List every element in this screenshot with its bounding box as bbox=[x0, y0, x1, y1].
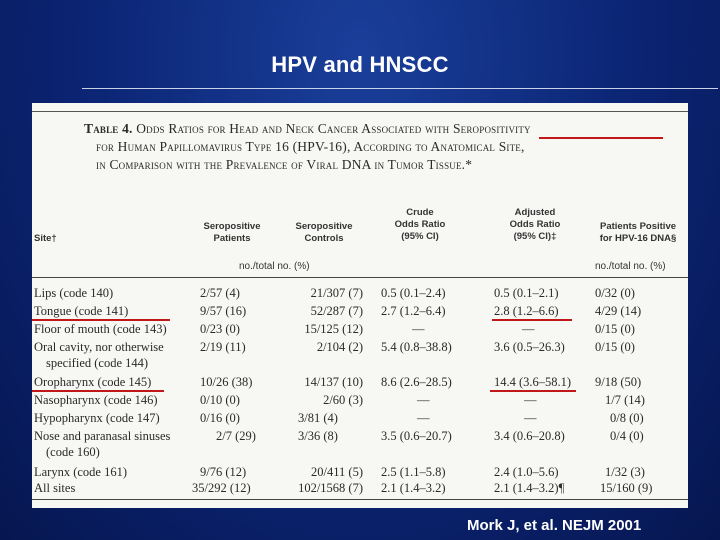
table-bottom-rule bbox=[32, 499, 688, 500]
table-row: Nose and paranasal sinuses (code 160) 2/7 (29) 3/36 (8) 3.5 (0.6–20.7) 3.4 (0.6–20.8) 0/4 (0) bbox=[34, 429, 644, 459]
header-crude-odds-ratio: Crude Odds Ratio (95% CI) bbox=[394, 207, 446, 242]
table-top-rule bbox=[32, 111, 688, 112]
header-adjusted-odds-ratio: Adjusted Odds Ratio (95% CI)‡ bbox=[509, 207, 561, 242]
table-scan bbox=[32, 103, 688, 508]
title-divider bbox=[82, 88, 718, 89]
units-dna: no./total no. (%) bbox=[595, 261, 666, 272]
caption-line-1: Odds Ratios for Head and Neck Cancer Associated with Seropositivity bbox=[136, 121, 531, 136]
table-row: Floor of mouth (code 143) 0/23 (0) 15/125 (12) — — 0/15 (0) bbox=[34, 322, 635, 336]
table-row: Larynx (code 161) 9/76 (12) 20/411 (5) 2.5 (1.1–5.8) 2.4 (1.0–5.6) 1/32 (3) bbox=[34, 465, 645, 479]
header-site: Site† bbox=[34, 233, 57, 244]
header-seropositive-controls: Seropositive Controls bbox=[295, 221, 353, 244]
table-row: All sites 35/292 (12) 102/1568 (7) 2.1 (1.4–3.2) 2.1 (1.4–3.2)¶ 15/160 (9) bbox=[34, 481, 653, 495]
caption-line-3: in Comparison with the Prevalence of Viral DNA in Tumor Tissue.* bbox=[96, 157, 473, 172]
header-seropositive-patients: Seropositive Patients bbox=[203, 221, 261, 244]
slide-title: HPV and HNSCC bbox=[271, 52, 449, 77]
seropositivity-underline bbox=[539, 137, 663, 139]
table-row: Oropharynx (code 145) 10/26 (38) 14/137 (10) 8.6 (2.6–28.5) 14.4 (3.6–58.1) 9/18 (50) bbox=[34, 375, 642, 389]
table-row: Nasopharynx (code 146) 0/10 (0) 2/60 (3) — — 1/7 (14) bbox=[34, 393, 645, 407]
caption-line-2: for Human Papillomavirus Type 16 (HPV-16), According to Anatomical Site, bbox=[96, 139, 525, 154]
units-serology: no./total no. (%) bbox=[239, 261, 310, 272]
table-label: Table 4. bbox=[84, 121, 133, 136]
citation: Mork J, et al. NEJM 2001 bbox=[467, 517, 642, 534]
table-caption bbox=[84, 120, 674, 174]
table-row: Lips (code 140) 2/57 (4) 21/307 (7) 0.5 (0.1–2.4) 0.5 (0.1–2.1) 0/32 (0) bbox=[34, 286, 635, 300]
header-patients-positive-dna: Patients Positive for HPV-16 DNA§ bbox=[599, 221, 677, 244]
table-row: Hypopharynx (code 147) 0/16 (0) 3/81 (4) — — 0/8 (0) bbox=[34, 411, 644, 425]
table-row: Oral cavity, nor otherwise specified (code 144) 2/19 (11) 2/104 (2) 5.4 (0.8–38.8) 3.6 (0.5–26.3) 0/15 (0) bbox=[34, 340, 635, 370]
table-row: Tongue (code 141) 9/57 (16) 52/287 (7) 2.7 (1.2–6.4) 2.8 (1.2–6.6) 4/29 (14) bbox=[34, 304, 642, 318]
header-rule bbox=[32, 277, 688, 278]
